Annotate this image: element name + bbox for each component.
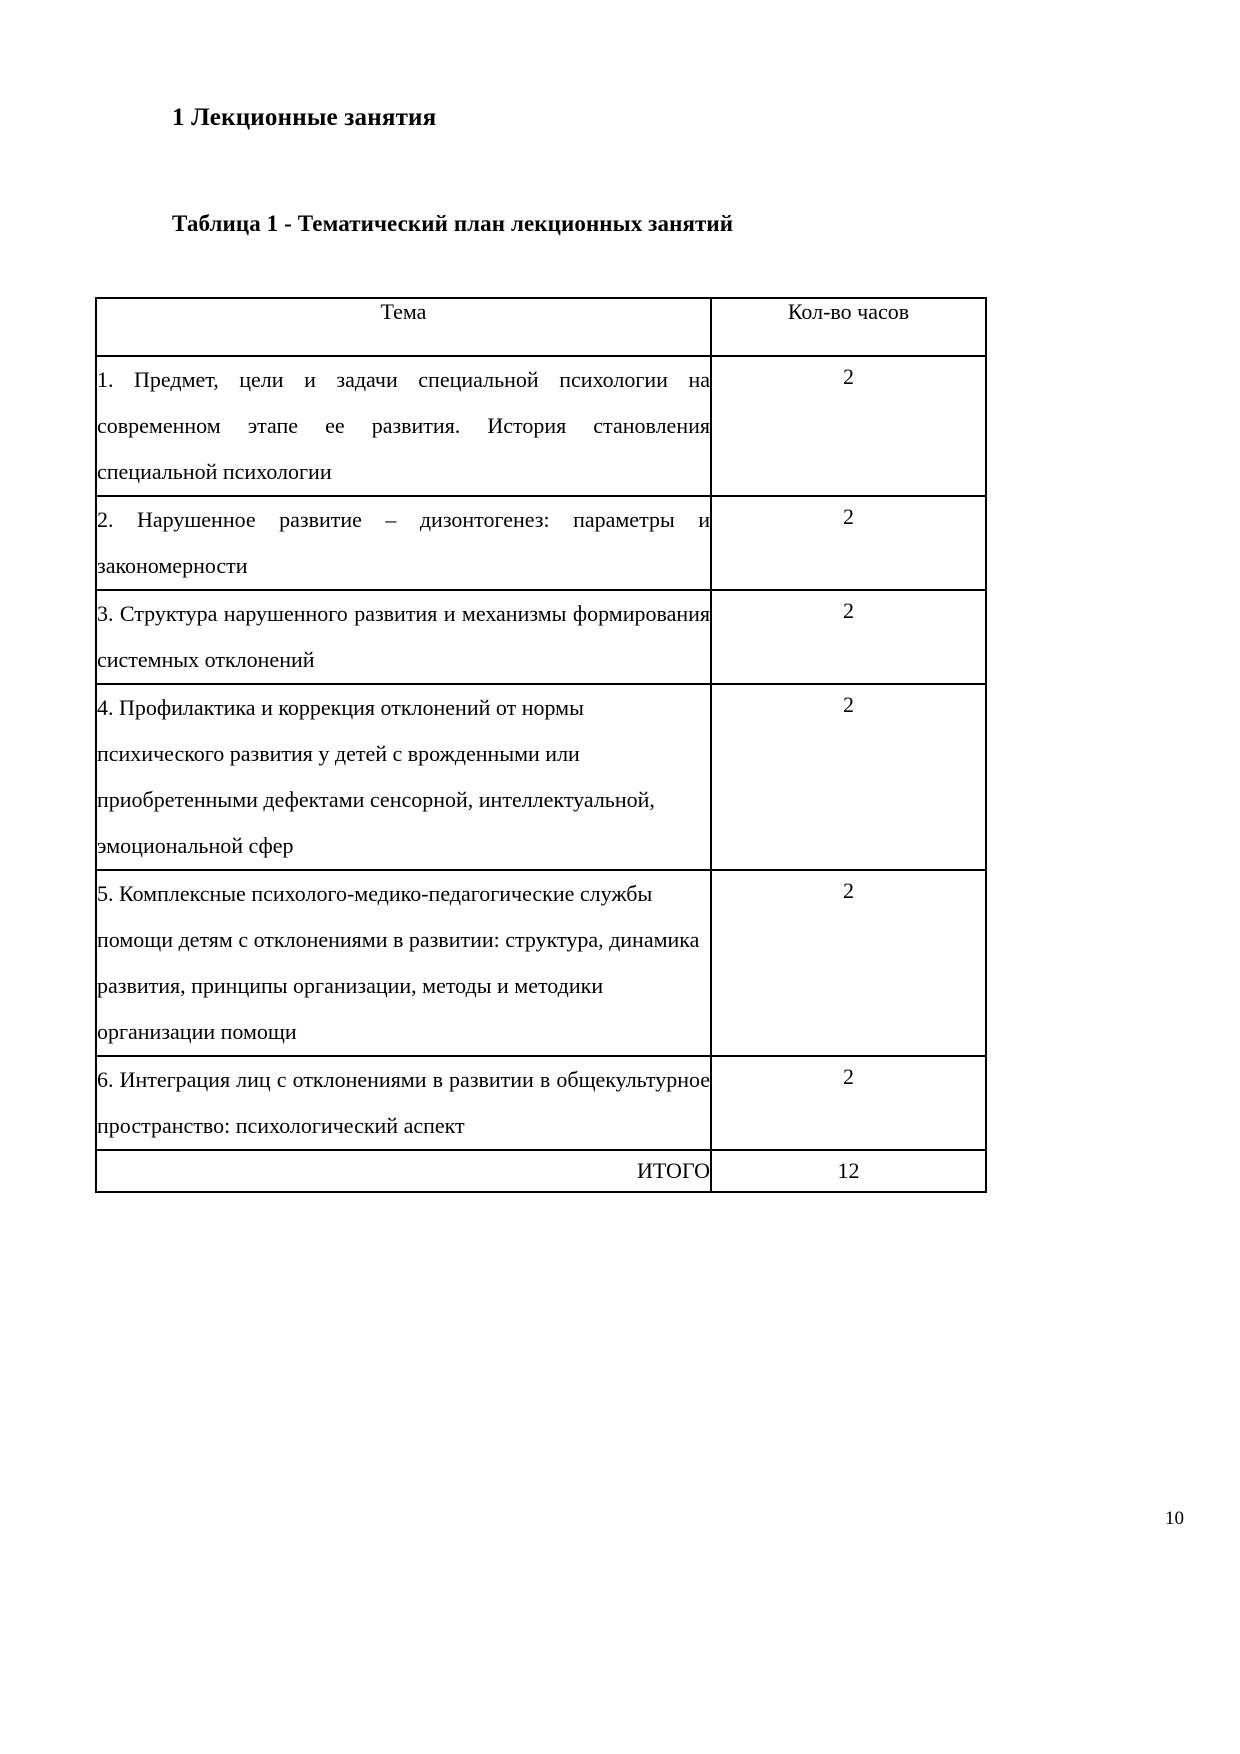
table-total-value: 12 — [711, 1150, 986, 1192]
table-cell-theme: 1. Предмет, цели и задачи специальной психологии на современном этапе ее развития. История становления специальной психологии — [96, 356, 711, 496]
table-row — [96, 684, 986, 870]
table-cell-theme: 4. Профилактика и коррекция отклонений от нормы психического развития у детей с врожденными или приобретенными дефектами сенсорной, интеллектуальной, эмоциональной сфер — [96, 684, 711, 870]
table-cell-hours: 2 — [711, 684, 986, 870]
table-cell-hours: 2 — [711, 870, 986, 1056]
table-cell-hours: 2 — [711, 1056, 986, 1150]
page-title: 1 Лекционные занятия — [172, 104, 437, 131]
column-header-theme: Тема — [96, 298, 711, 356]
table-row — [96, 590, 986, 684]
table-cell-theme: 3. Структура нарушенного развития и механизмы формирования системных отклонений — [96, 590, 711, 684]
table-total-label: ИТОГО — [96, 1150, 711, 1192]
table-header-row — [96, 298, 986, 356]
page-number: 10 — [1165, 1508, 1184, 1529]
table-row — [96, 356, 986, 496]
table-row — [96, 496, 986, 590]
table-cell-hours: 2 — [711, 590, 986, 684]
table-row — [96, 870, 986, 1056]
table-caption: Таблица 1 - Тематический план лекционных занятий — [172, 211, 734, 236]
column-header-hours: Кол-во часов — [711, 298, 986, 356]
table-cell-theme: 2. Нарушенное развитие – дизонтогенез: параметры и закономерности — [96, 496, 711, 590]
table-cell-theme: 6. Интеграция лиц с отклонениями в развитии в общекультурное пространство: психологический аспект — [96, 1056, 711, 1150]
lecture-plan-table — [95, 297, 987, 1193]
table-row — [96, 1056, 986, 1150]
table-cell-theme: 5. Комплексные психолого-медико-педагогические службы помощи детям с отклонениями в развитии: структура, динамика развития, принципы организации, методы и методики организации помощи — [96, 870, 711, 1056]
table-body — [96, 356, 986, 1192]
table-total-row — [96, 1150, 986, 1192]
table-cell-hours: 2 — [711, 496, 986, 590]
table-cell-hours: 2 — [711, 356, 986, 496]
